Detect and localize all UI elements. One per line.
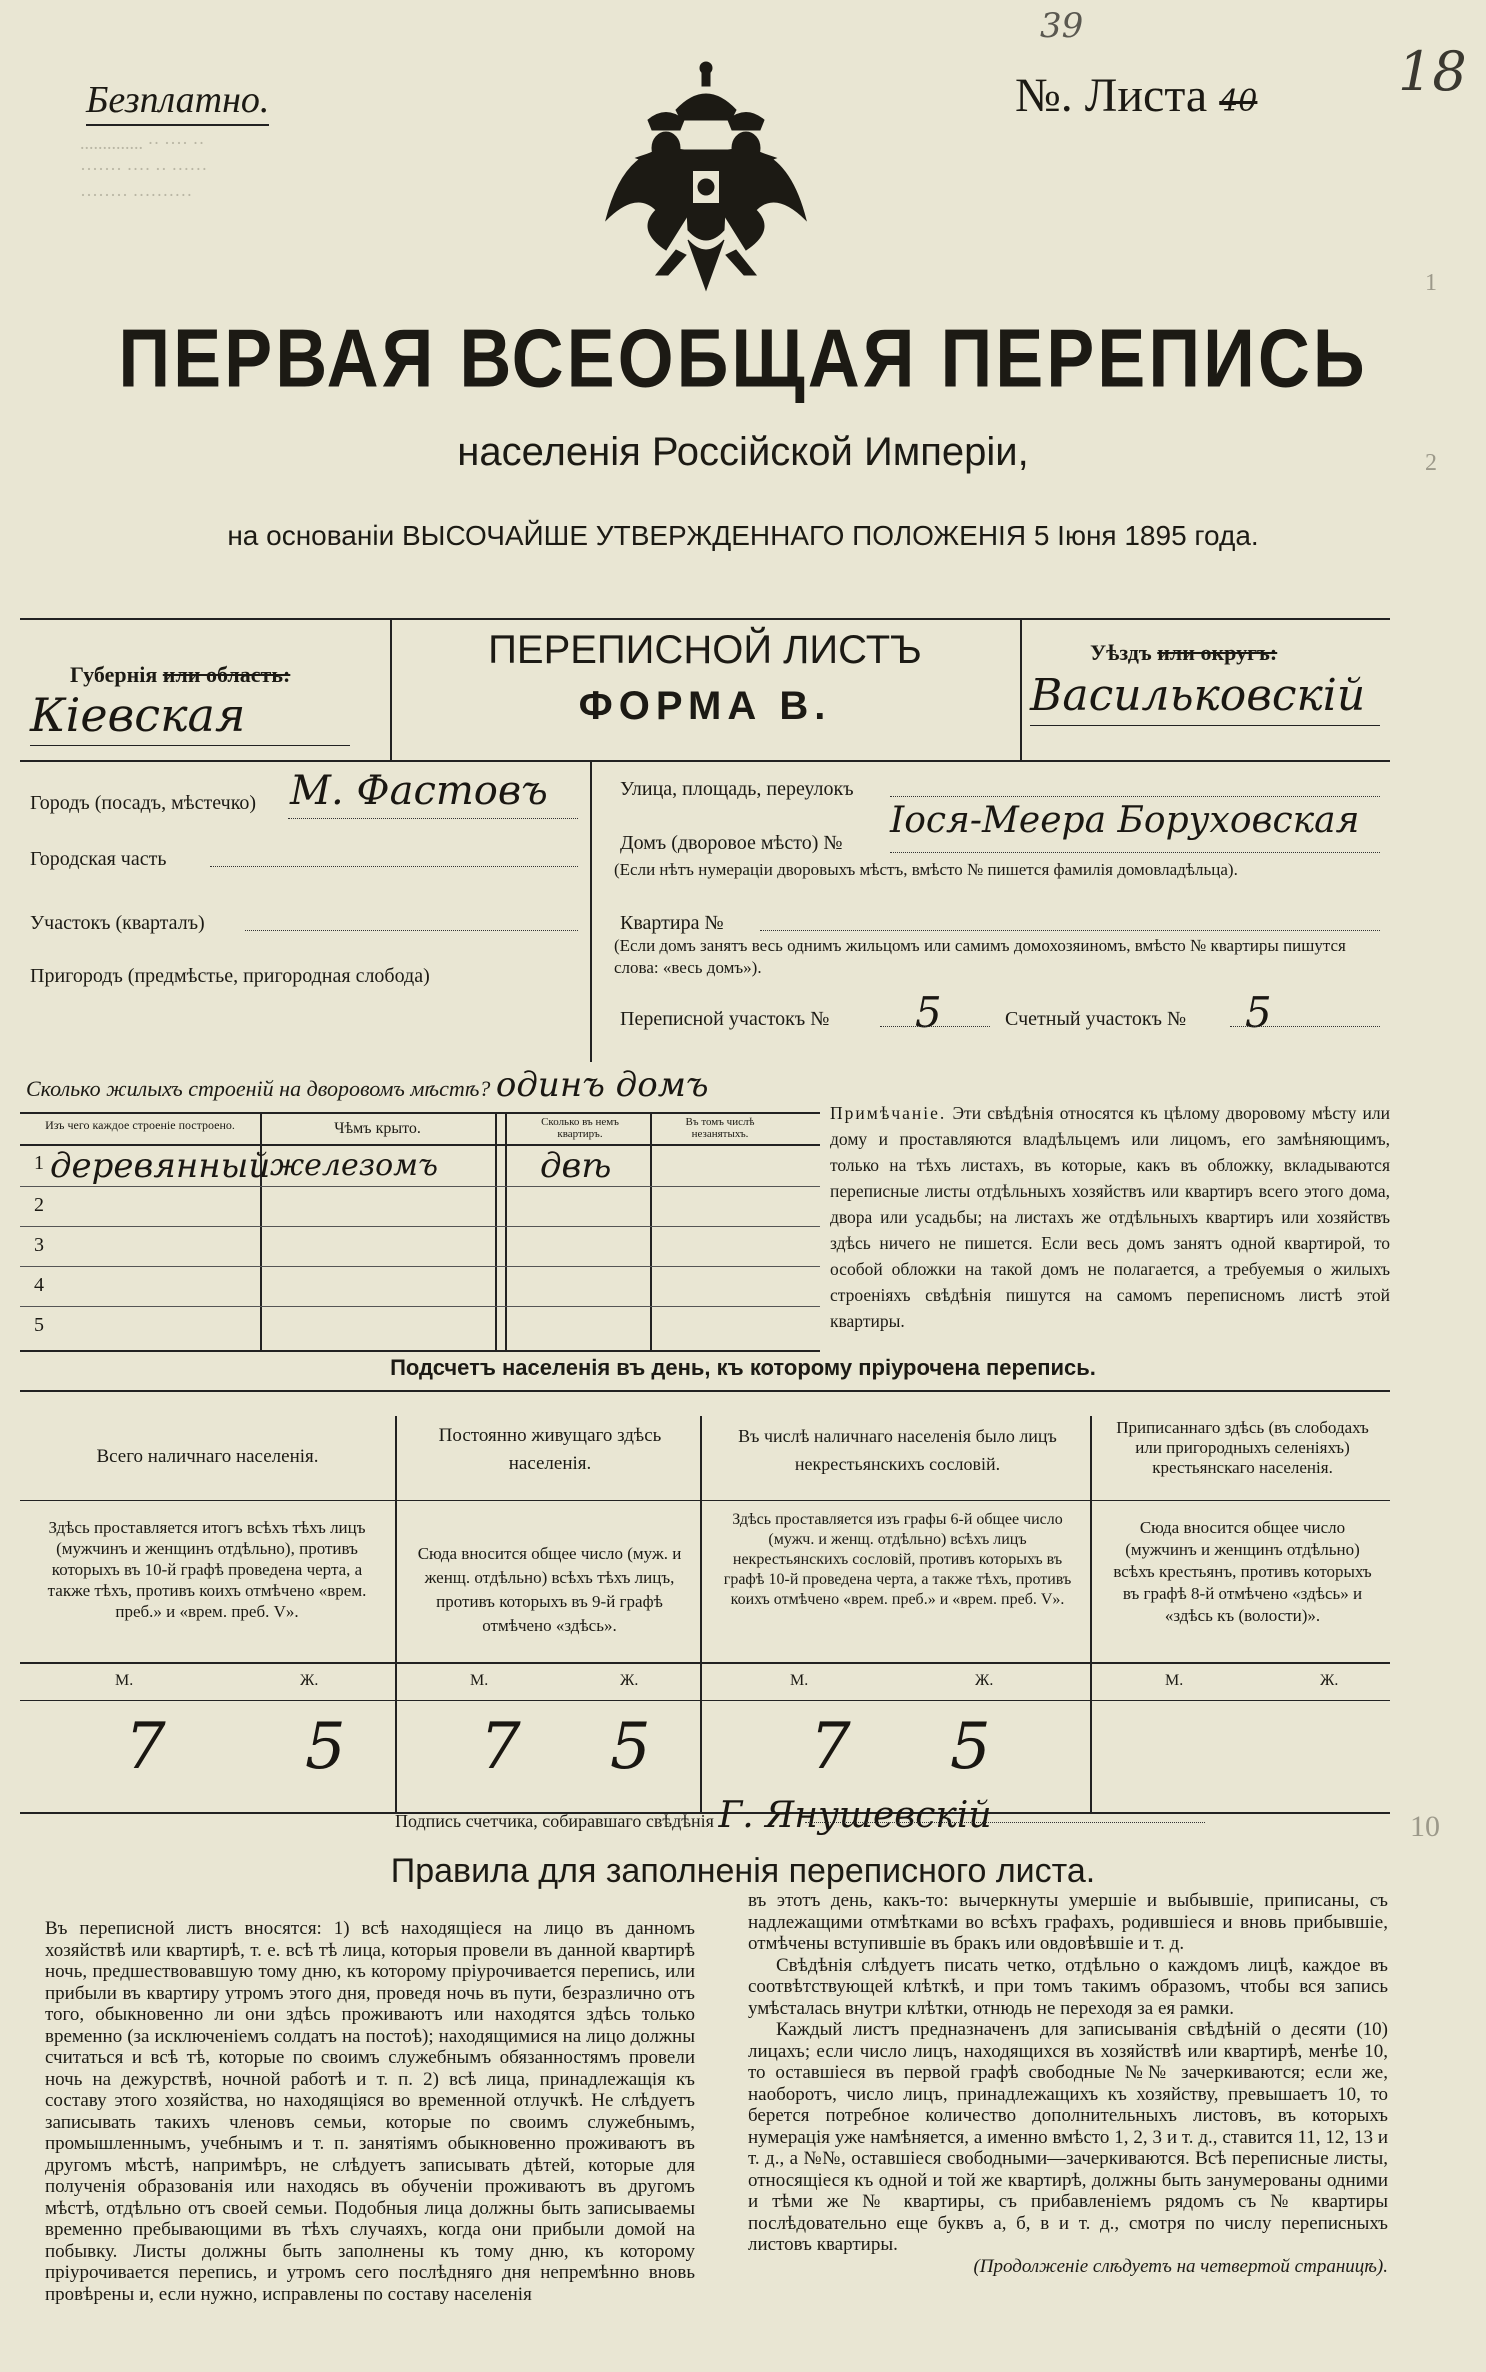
city-label: Городъ (посадъ, мѣстечко): [30, 792, 257, 814]
buildings-question: Сколько жилыхъ строеній на дворовомъ мѣстѣ? одинъ домъ: [26, 1065, 709, 1105]
rules-right-para-1: въ этотъ день, какъ-то: вычеркнуты умершіе и выбывшіе, приписаны, съ надлежащими отмѣтками во всѣхъ графахъ, родившіеся и вновь прибывшіе, отмѣчены вступившіе въ бракъ или овдовѣвшіе и т. д.: [748, 1890, 1388, 1954]
sheet-label: ПЕРЕПИСНОЙ ЛИСТЪ: [488, 628, 922, 672]
margin-number-1: 1: [1425, 270, 1437, 296]
subtitle: населенія Россійской Имперіи,: [457, 430, 1029, 474]
col-1-m-label: М.: [115, 1672, 134, 1689]
population-col-2-head: Постоянно живущаго здѣсь населенія.: [438, 1425, 662, 1474]
building-row-1-material: деревянный: [50, 1146, 271, 1186]
province-value: Кіевская: [30, 688, 246, 742]
quarter-label: Участокъ (кварталъ): [30, 912, 205, 934]
col-1-m-value: 7: [125, 1710, 166, 1784]
house-label: Домъ (дворовое мѣсто) №: [620, 832, 843, 854]
population-col-4-body: Сюда вносится общее число (мужчинъ и женщинъ отдѣльно) всѣхъ крестьянъ, противъ которыхъ въ графѣ 8-й отмѣчено «здѣсь» и «здѣсь къ (волости)».: [1113, 1518, 1372, 1625]
population-col-4-head: Приписаннаго здѣсь (въ слободахъ или пригородныхъ селеніяхъ) крестьянскаго населенія.: [1116, 1418, 1369, 1477]
population-col-3-head: Въ числѣ наличнаго населенія было лицъ некрестьянскихъ сословій.: [738, 1426, 1057, 1474]
margin-number-10: 10: [1410, 1810, 1440, 1843]
signature-value: Г. Янушевскій: [718, 1795, 992, 1836]
margin-number-2: 2: [1425, 450, 1437, 476]
count-area-value: 5: [1245, 988, 1272, 1037]
col-roof-header: Чѣмъ крыто.: [334, 1120, 421, 1137]
province-underline: [30, 745, 350, 746]
signature-row: [395, 1795, 992, 1836]
top-mark: 39: [1040, 6, 1084, 46]
street-line: [890, 796, 1380, 797]
building-row-3: 3: [20, 1226, 820, 1267]
building-row-5: 5: [34, 1314, 44, 1336]
population-col-1-head: Всего наличнаго населенія.: [96, 1446, 319, 1467]
district-value: Васильковскій: [1030, 670, 1366, 721]
house-note: (Если нѣтъ нумераціи дворовыхъ мѣстъ, вмѣсто № пишется фамилія домовладѣльца).: [614, 860, 1238, 879]
population-col-3-body: Здѣсь проставляется изъ графы 6-й общее число (мужч. и женщ. отдѣльно) всѣхъ лицъ некрестьянскихъ сословій, противъ которыхъ въ графѣ 10-й проведена черта, а также тѣхъ, противъ коихъ отмѣчено «врем. преб.» и «врем. преб. V».: [723, 1511, 1072, 1608]
corner-number: 18: [1398, 40, 1467, 103]
building-row-2: 2: [20, 1186, 820, 1227]
count-area-line: [1230, 1026, 1380, 1027]
form-header-divider-right: [1020, 618, 1022, 762]
form-header-bottom-rule: [20, 760, 1390, 762]
rules-left-column: Въ переписной листъ вносятся: 1) всѣ находящіеся на лицо въ данномъ хозяйствѣ или квартирѣ, т. е. всѣ тѣ лица, которыя провели въ данной квартирѣ ночь, предшествовавшую тому дню, къ которому пріурочивается перепись, или прибыли въ квартиру утромъ этого дня, проведя ночь въ пути, безразлично отъ того, обыкновенно ли они здѣсь проживаютъ или находятся здѣсь только временно (за исключеніемъ солдатъ на постоѣ); находящимися на лицо должны считаться и всѣ тѣ, которые по своимъ служебнымъ обязанностямъ провели ночь на дежурствѣ, ночной работѣ и т. п. 2) всѣ лица, принадлежащія къ составу этого хозяйства, но находящіяся во временной отлучкѣ. Не слѣдуетъ записывать такихъ членовъ семьи, которые по своимъ служебнымъ, промышленнымъ, учебнымъ и т. п. занятіямъ обыкновенно проживаютъ въ другомъ мѣстѣ, напримѣръ, не слѣдуетъ записывать дѣтей, которые для полученія образованія или находясь въ обученіи проживаютъ въ другомъ мѣстѣ, отдѣльно отъ своей семьи. Подобныя лица должны быть записываемы временно пребывающими въ тѣхъ случаяхъ, когда они прибыли домой на побывку. Листы должны быть заполнены къ тому дню, къ которому пріурочивается перепись, и утромъ сего послѣдняго дня непремѣнно вновь провѣрены и, если нужно, исправлены по составу населенія: [45, 1918, 695, 2305]
city-value: М. Фастовъ: [290, 768, 548, 814]
col-2-f-value: 5: [610, 1710, 651, 1784]
double-headed-eagle-emblem: [596, 60, 816, 300]
col-4-f-label: Ж.: [1320, 1672, 1339, 1689]
city-part-line: [210, 866, 578, 867]
building-row-4: 4: [20, 1266, 820, 1307]
form-label: ФОРМА В.: [578, 684, 832, 728]
basis-line: на основаніи ВЫСОЧАЙШЕ УТВЕРЖДЕННАГО ПОЛОЖЕНІЯ 5 Іюня 1895 года.: [227, 520, 1259, 551]
col-4-m-label: М.: [1165, 1672, 1184, 1689]
rules-continued: (Продолженіе слѣдуетъ на четвертой страницѣ).: [973, 2255, 1388, 2277]
apartment-label: Квартира №: [620, 912, 724, 934]
apartment-note: (Если домъ занятъ весь однимъ жильцомъ или самимъ домохозяиномъ, вмѣсто № квартиры пишутся слова: «весь домъ»).: [614, 936, 1346, 977]
district-underline: [1030, 725, 1380, 726]
population-title: Подсчетъ населенія въ день, къ которому пріурочена перепись.: [390, 1355, 1096, 1380]
population-col-1-body: Здѣсь проставляется итогъ всѣхъ тѣхъ лицъ (мужчинъ и женщинъ отдѣльно), противъ которыхъ въ 10-й графѣ проведена черта, а также тѣхъ, противъ коихъ отмѣчено «врем. преб.» и «врем. преб. V».: [47, 1518, 367, 1621]
house-line: [890, 852, 1380, 853]
col-2-f-label: Ж.: [620, 1672, 639, 1689]
buildings-note: Примѣчаніе. Эти свѣдѣнія относятся къ цѣлому дворовому мѣсту или дому и проставляются владѣльцемъ или лицомъ, его замѣняющимъ, только на тѣхъ листахъ, въ которые, какъ въ обложку, вкладываются переписные листы отдѣльныхъ хозяйствъ или квартиръ всего этого дома, двора или усадьбы; на листахъ же отдѣльныхъ квартиръ или хозяйствъ здѣсь ничего не пишется. Если весь домъ занятъ одной квартирой, то особой обложки на такой домъ не полагается, а требуемыя о жилыхъ строеніяхъ свѣдѣнія пишутся на самомъ переписномъ листѣ этой квартиры.: [830, 1103, 1391, 1331]
signature-label: Подпись счетчика, собиравшаго свѣдѣнія: [395, 1811, 714, 1831]
rules-right-para-3: Каждый листъ предназначенъ для записыванія свѣдѣній о десяти (10) лицахъ; если число лицъ, находящихся въ хозяйствѣ или квартирѣ, менѣе 10, то оставшіеся въ первой графѣ свободные №№ зачеркиваются; если же, наоборотъ, число лицъ, принадлежащихъ къ хозяйству, превышаетъ 10, то берется потребное количество дополнительныхъ листовъ, въ которыхъ нумерація уже намѣняется, а именно вмѣсто 1, 2, 3 и т. д., ставится 11, 12, 13 и т. д., а №№, оставшіеся свободными—зачеркиваются. Всѣ переписные листы, относящіеся къ одной и той же квартирѣ, должны быть занумерованы одними и тѣми же № квартиры, съ прибавленіемъ рядомъ съ № квартиры послѣдовательно еще буквъ а, б, в и т. д., смотря по числу переписныхъ листовъ квартиры.: [748, 2019, 1388, 2255]
apartment-line: [760, 930, 1380, 931]
census-area-line: [880, 1026, 990, 1027]
census-area-value: 5: [915, 988, 942, 1037]
street-label: Улица, площадь, переулокъ: [620, 778, 854, 800]
buildings-table: [20, 1112, 820, 1352]
building-row-1-roof: железомъ: [270, 1148, 439, 1183]
district-label: Уѣздъ или округъ:: [1090, 640, 1278, 665]
sheet-number-label: №. Листа: [1015, 69, 1208, 122]
population-table: [20, 1390, 1390, 1814]
col-3-m-label: М.: [790, 1672, 809, 1689]
location-divider: [590, 762, 592, 1062]
col-1-f-label: Ж.: [300, 1672, 319, 1689]
signature-line: [805, 1822, 1205, 1823]
building-row-1: 1 деревянный железомъ двѣ: [20, 1146, 820, 1187]
rules-right-para-2: Свѣдѣнія слѣдуетъ писать четко, отдѣльно о каждомъ лицѣ, каждое въ соотвѣтствующей клѣткѣ, и при томъ такимъ образомъ, чтобы вся запись умѣсталась внутри клѣтки, отнюдь не переходя за ея рамки.: [748, 1954, 1388, 2019]
main-title: ПЕРВАЯ ВСЕОБЩАЯ ПЕРЕПИСЬ: [118, 313, 1368, 405]
province-label: Губернія или область:: [70, 662, 291, 687]
form-header-top-rule: [20, 618, 1390, 620]
col-unoccupied-header: Въ томъ числѣ незанятыхъ.: [685, 1116, 755, 1140]
city-line: [288, 818, 578, 819]
rules-title: Правила для заполненія переписного листа.: [390, 1852, 1096, 1890]
col-3-f-value: 5: [950, 1710, 991, 1784]
census-area-label: Переписной участокъ №: [620, 1008, 830, 1030]
col-3-f-label: Ж.: [975, 1672, 994, 1689]
city-part-label: Городская часть: [30, 848, 167, 870]
sheet-number-value: 40: [1219, 84, 1258, 119]
sheet-number: [1015, 68, 1299, 123]
col-apartments-header: Сколько въ немъ квартиръ.: [541, 1116, 619, 1140]
population-col-2-body: Сюда вносится общее число (муж. и женщ. отдѣльно) всѣхъ тѣхъ лицъ, противъ которыхъ въ 9-й графѣ отмѣчено «здѣсь».: [417, 1544, 682, 1635]
count-area-label: Счетный участокъ №: [1005, 1008, 1187, 1030]
building-row-1-apartments: двѣ: [540, 1146, 612, 1186]
free-label: Безплатно.: [86, 78, 269, 126]
house-value: Іося-Меера Боруховская: [890, 800, 1360, 841]
col-1-f-value: 5: [305, 1710, 346, 1784]
col-2-m-label: М.: [470, 1672, 489, 1689]
rules-right-column: [748, 1890, 1388, 2277]
suburb-label: Пригородъ (предмѣстье, пригородная слобода): [30, 965, 430, 987]
col-material-header: Изъ чего каждое строеніе построено.: [45, 1118, 235, 1132]
quarter-line: [245, 930, 578, 931]
col-2-m-value: 7: [480, 1710, 521, 1784]
col-3-m-value: 7: [810, 1710, 851, 1784]
bleed-through-text: .............. ·· ···· ·· ······· ···· ·· ······ ········ ··········: [80, 133, 208, 205]
